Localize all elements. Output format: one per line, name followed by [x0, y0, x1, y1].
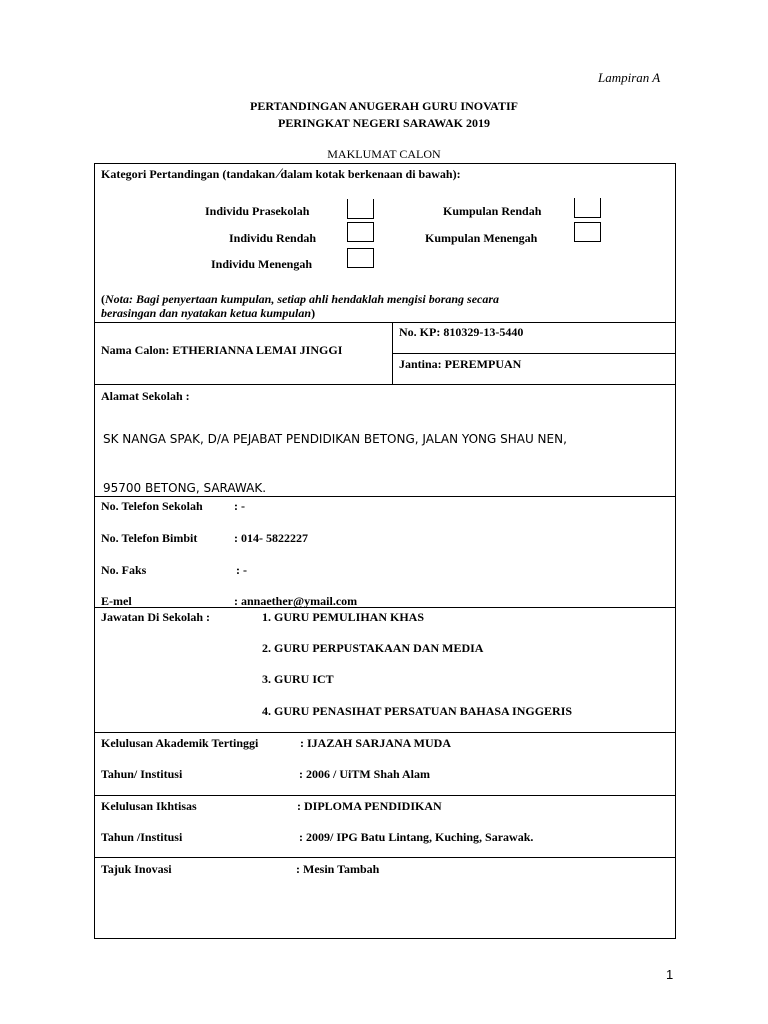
no-kp: No. KP: 810329-13-5440	[399, 325, 524, 339]
jantina: Jantina: PEREMPUAN	[399, 357, 522, 371]
jawatan-item: 3. GURU ICT	[262, 672, 334, 686]
option-label-kumpulan-menengah: Kumpulan Menengah	[425, 231, 538, 245]
akademik-label: Kelulusan Akademik Tertinggi	[101, 736, 259, 750]
inovasi-value: : Mesin Tambah	[296, 862, 380, 876]
telefon-sekolah-value: : -	[234, 499, 245, 513]
jawatan-label: Jawatan Di Sekolah :	[101, 610, 211, 624]
section-heading: MAKLUMAT CALON	[327, 147, 441, 161]
ikhtisas-tahun-value: : 2009/ IPG Batu Lintang, Kuching, Sarawak.	[299, 830, 534, 844]
alamat-line-2: 95700 BETONG, SARAWAK.	[103, 481, 267, 495]
akademik-tahun-value: : 2006 / UiTM Shah Alam	[299, 767, 431, 781]
alamat-line-1: SK NANGA SPAK, D/A PEJABAT PENDIDIKAN BETONG, JALAN YONG SHAU NEN,	[103, 432, 567, 446]
option-label-kumpulan-rendah: Kumpulan Rendah	[443, 204, 542, 218]
ikhtisas-tahun-label: Tahun /Institusi	[101, 830, 183, 844]
alamat-label: Alamat Sekolah :	[101, 389, 190, 403]
checkbox-individu-prasekolah[interactable]	[347, 199, 374, 219]
option-label-individu-menengah: Individu Menengah	[211, 257, 313, 271]
akademik-tahun-label: Tahun/ Institusi	[101, 767, 183, 781]
telefon-bimbit-value: : 014- 5822227	[234, 531, 308, 545]
telefon-sekolah-label: No. Telefon Sekolah	[101, 499, 203, 513]
nama-calon: Nama Calon: ETHERIANNA LEMAI JINGGI	[101, 343, 343, 357]
jawatan-item: 4. GURU PENASIHAT PERSATUAN BAHASA INGGERIS	[262, 704, 573, 718]
option-label-individu-prasekolah: Individu Prasekolah	[205, 204, 310, 218]
option-label-individu-rendah: Individu Rendah	[229, 231, 317, 245]
akademik-value: : IJAZAH SARJANA MUDA	[300, 736, 452, 750]
title-line-1: PERTANDINGAN ANUGERAH GURU INOVATIF	[250, 99, 518, 113]
jawatan-item: 2. GURU PERPUSTAKAAN DAN MEDIA	[262, 641, 484, 655]
title-line-2: PERINGKAT NEGERI SARAWAK 2019	[278, 116, 490, 130]
ikhtisas-label: Kelulusan Ikhtisas	[101, 799, 197, 813]
faks-label: No. Faks	[101, 563, 147, 577]
checkbox-individu-rendah[interactable]	[347, 222, 374, 242]
checkbox-kumpulan-rendah[interactable]	[574, 198, 601, 218]
kategori-label: Kategori Pertandingan (tandakan ⁄dalam kotak berkenaan di bawah):	[101, 166, 461, 182]
faks-value: : -	[236, 563, 247, 577]
kategori-note: (Nota: Bagi penyertaan kumpulan, setiap ahli hendaklah mengisi borang secara	[101, 292, 500, 306]
tick-mark-icon: ⁄	[278, 166, 281, 182]
emel-label: E-mel	[101, 594, 132, 608]
inovasi-label: Tajuk Inovasi	[101, 862, 172, 876]
kategori-note-line-2: berasingan dan nyatakan ketua kumpulan)	[101, 306, 316, 320]
checkbox-kumpulan-menengah[interactable]	[574, 222, 601, 242]
emel-value: : annaether@ymail.com	[234, 594, 358, 608]
ikhtisas-value: : DIPLOMA PENDIDIKAN	[297, 799, 442, 813]
page-number: 1	[666, 967, 674, 982]
jawatan-item: 1. GURU PEMULIHAN KHAS	[262, 610, 425, 624]
telefon-bimbit-label: No. Telefon Bimbit	[101, 531, 198, 545]
attachment-label: Lampiran A	[598, 70, 661, 85]
checkbox-individu-menengah[interactable]	[347, 248, 374, 268]
